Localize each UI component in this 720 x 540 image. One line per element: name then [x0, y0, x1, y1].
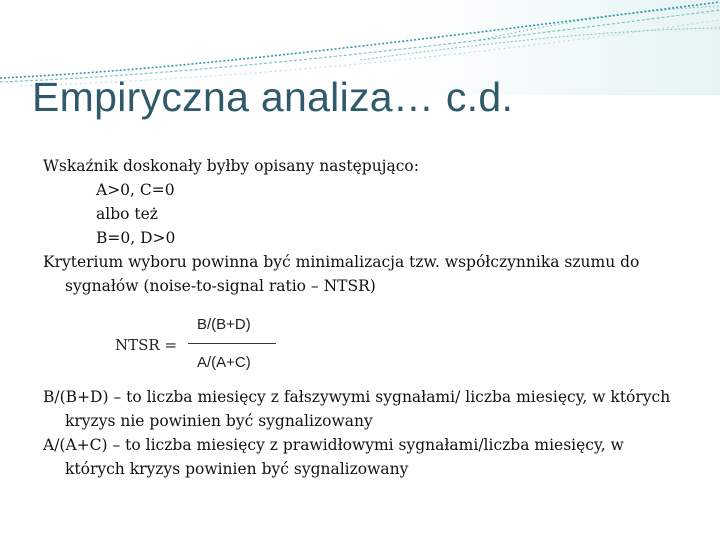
formula-denominator: A/(A+C)	[197, 354, 251, 371]
formula-numerator: B/(B+D)	[197, 316, 251, 333]
body-line-intro: Wskaźnik doskonały byłby opisany następująco:	[43, 157, 419, 175]
body-line-or: albo też	[96, 205, 158, 223]
definition-false-signals: B/(B+D) – to liczba miesięcy z fałszywymi sygnałami/ liczba miesięcy, w których kryzys nie powinien być sygnalizowany	[43, 388, 671, 430]
formula-lhs: NTSR =	[115, 336, 178, 354]
body-line-condition-2: B=0, D>0	[96, 229, 176, 247]
slide-body	[43, 154, 693, 298]
slide-title: Empiryczna analiza… c.d.	[32, 74, 514, 120]
body-line-criterion: Kryterium wyboru powinna być minimalizacja tzw. współczynnika szumu do sygnałów (noise-to-signal ratio – NTSR)	[43, 253, 640, 295]
ntsr-formula	[115, 313, 295, 373]
definition-true-signals: A/(A+C) – to liczba miesięcy z prawidłowymi sygnałami/liczba miesięcy, w których kryzys powinien być sygnalizowany	[43, 436, 624, 478]
definitions	[43, 385, 688, 481]
fraction-bar	[188, 343, 276, 344]
body-line-condition-1: A>0, C=0	[96, 181, 175, 199]
